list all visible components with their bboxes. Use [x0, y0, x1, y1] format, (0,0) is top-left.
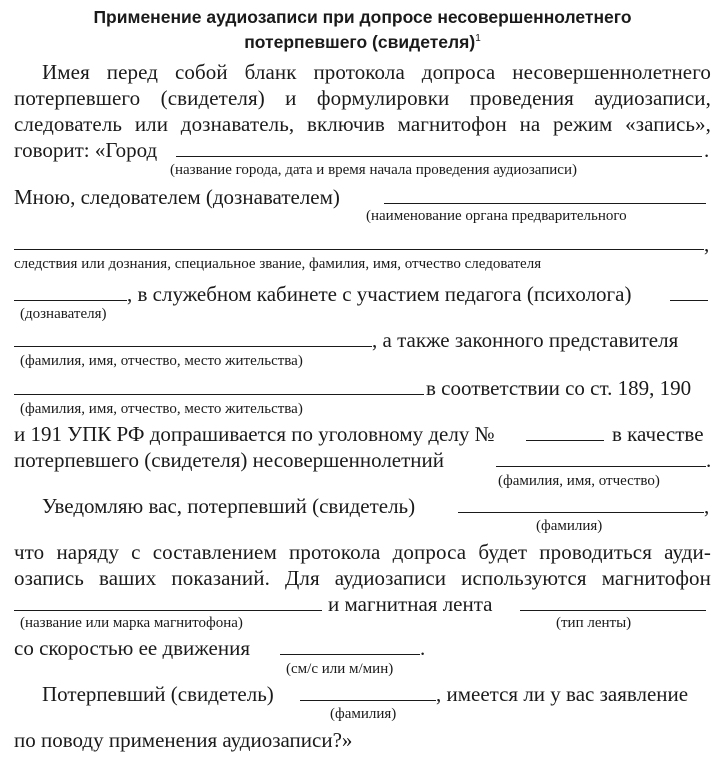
caption-familiya-1: (фамилия)	[536, 518, 603, 534]
line-skorost: со скоростью ее движения	[14, 636, 250, 660]
surname-blank-2	[300, 700, 436, 701]
dot-2: .	[420, 636, 426, 660]
title-line-1: Применение аудиозаписи при допросе несовершеннолетнего	[93, 7, 632, 27]
para1-line2: потерпевшего (свидетеля) и формулировки проведения аудиозаписи,	[14, 86, 711, 110]
line-ozapis: озапись ваших показаний. Для аудиозаписи используются магнитофон	[14, 566, 711, 590]
line-st: в соответствии со ст. 189, 190	[426, 376, 692, 400]
caption-sm: (см/с или м/мин)	[286, 661, 394, 677]
investigator-name-blank	[14, 300, 127, 301]
para1-line3: следователь или дознаватель, включив магнитофон на режим «запись»,	[14, 112, 711, 136]
representative-blank	[14, 394, 424, 395]
organ-blank	[14, 249, 704, 250]
tape-type-blank	[520, 610, 706, 611]
caption-organ: (наименование органа предварительного	[366, 208, 627, 224]
line-naryadu: что наряду с составлением протокола допроса будет проводиться ауди-	[14, 540, 711, 564]
caption-doznavatel: (дознавателя)	[20, 306, 107, 322]
caption-fio-1: (фамилия, имя, отчество, место жительства)	[20, 353, 303, 369]
case-number-blank	[526, 440, 604, 441]
caption-sledstvie: следствия или дознания, специальное звание, фамилия, имя, отчество следователя	[14, 256, 542, 272]
line-upk-end: в качестве	[612, 422, 704, 446]
line-lenta: и магнитная лента	[328, 592, 493, 616]
city-date-blank	[176, 156, 702, 157]
line-predstavitel: , а также законного представителя	[372, 328, 679, 352]
caption-familiya-2: (фамилия)	[330, 706, 397, 722]
caption-marka: (название или марка магнитофона)	[20, 615, 243, 631]
para1-line4-start: говорит: «Город	[14, 138, 158, 162]
pedagog-blank-2	[14, 346, 372, 347]
speed-blank	[280, 654, 420, 655]
title-line-2-text: потерпевшего (свидетеля)	[244, 31, 476, 52]
line-kabinet: , в служебном кабинете с участием педагога (психолога)	[127, 282, 632, 306]
investigator-blank	[384, 203, 706, 204]
line-poterpevshiy: Потерпевший (свидетель)	[42, 682, 274, 706]
dot-1: .	[706, 448, 712, 472]
line-mnoyu: Мною, следователем (дознавателем)	[14, 185, 340, 209]
line-imeetsya: , имеется ли у вас заявление	[436, 682, 689, 706]
title-line-2	[0, 28, 725, 53]
caption-city-date: (название города, дата и время начала проведения аудиозаписи)	[170, 162, 577, 178]
comma-1: ,	[704, 232, 710, 256]
caption-fio-2: (фамилия, имя, отчество, место жительства)	[20, 401, 303, 417]
para1-line1: Имея перед собой бланк протокола допроса несовершеннолетнего	[42, 60, 711, 84]
caption-tip: (тип ленты)	[556, 615, 632, 631]
minor-name-blank	[496, 466, 706, 467]
line-upk-start: и 191 УПК РФ допрашивается по уголовному делу №	[14, 422, 495, 446]
para1-line4-end: .	[704, 138, 710, 162]
line-uvedomlyayu: Уведомляю вас, потерпевший (свидетель)	[42, 494, 416, 518]
comma-2: ,	[704, 494, 710, 518]
caption-fio-3: (фамилия, имя, отчество)	[498, 473, 660, 489]
line-povodu: по поводу применения аудиозаписи?»	[14, 728, 353, 752]
pedagog-blank-1	[670, 300, 708, 301]
footnote-marker: 1	[475, 33, 481, 44]
document-title	[0, 6, 725, 53]
line-poterpevshego: потерпевшего (свидетеля) несовершеннолетний	[14, 448, 445, 472]
recorder-brand-blank	[14, 610, 322, 611]
surname-blank-1	[458, 512, 704, 513]
